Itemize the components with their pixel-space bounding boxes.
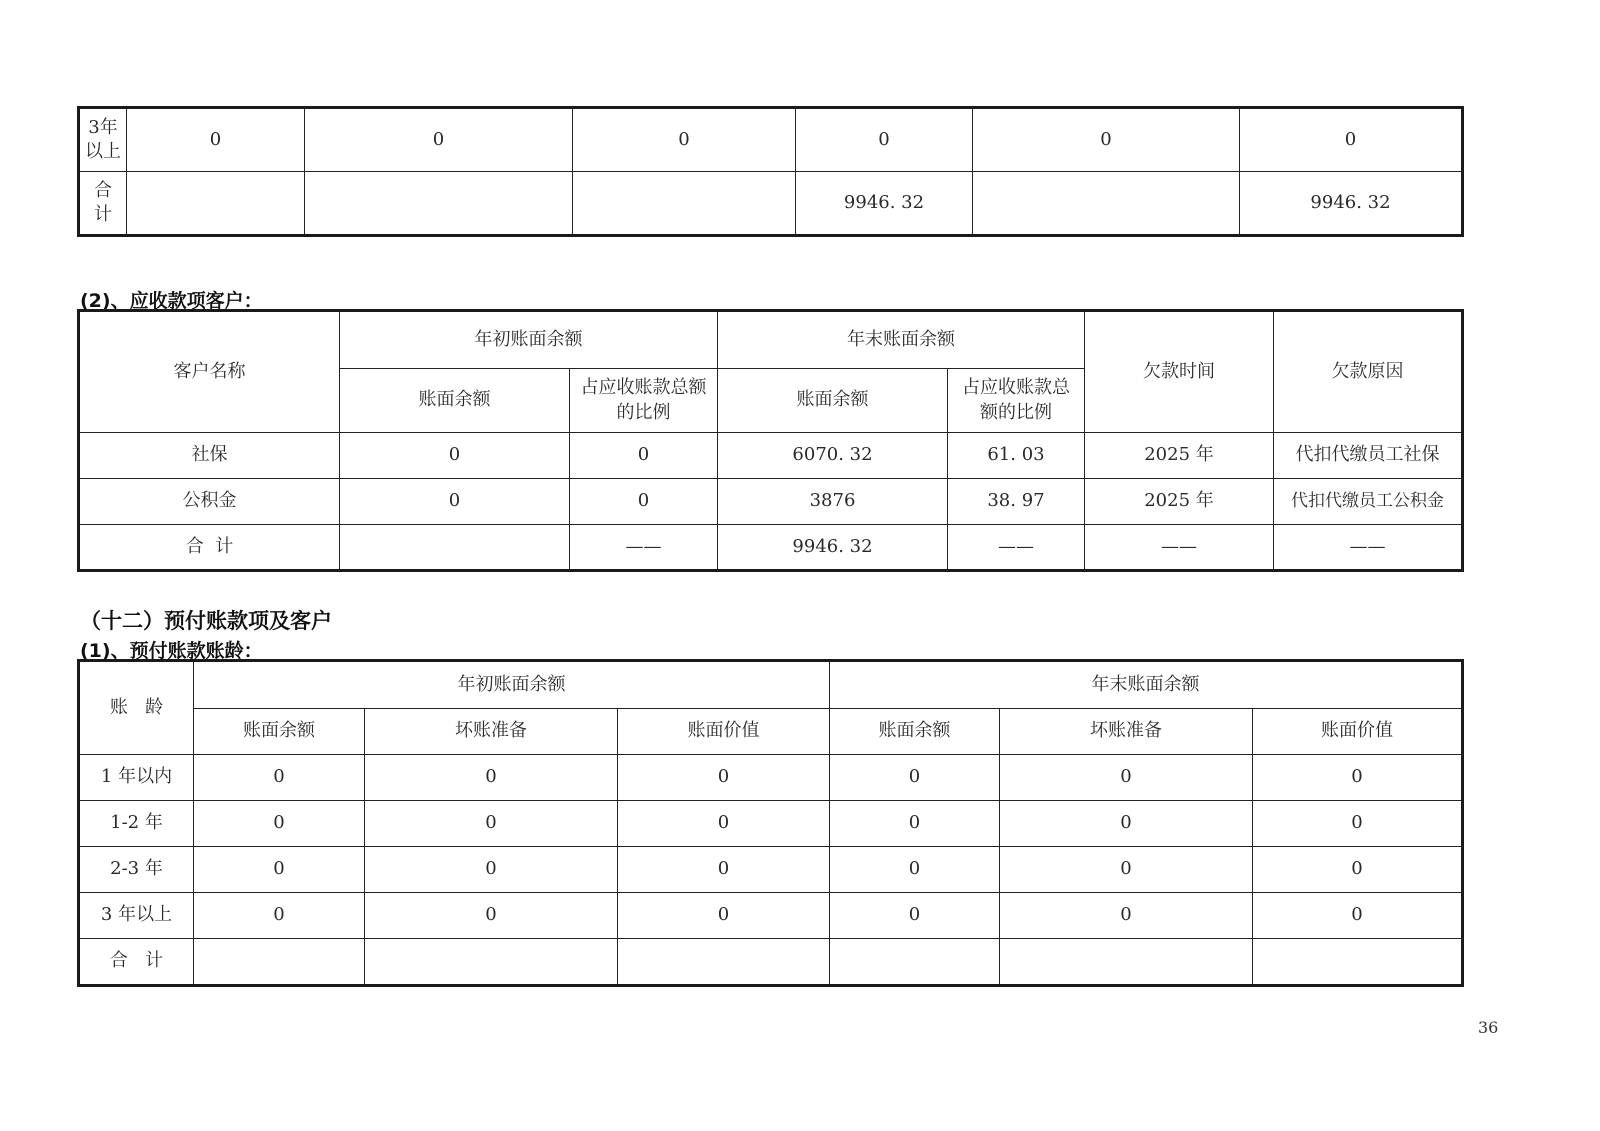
row-label: 1 年以内 — [79, 755, 194, 801]
col-header-begin-balance: 年初账面余额 — [194, 661, 830, 709]
table-cell: 0 — [305, 108, 573, 172]
row-label-line1: 3年 — [88, 116, 118, 138]
col-header-book-balance: 账面余额 — [718, 369, 948, 433]
row-label: 3 年以上 — [79, 893, 194, 939]
row-label-line2: 计 — [94, 204, 112, 225]
table-cell: 0 — [194, 847, 365, 893]
table-cell: 61. 03 — [948, 433, 1085, 479]
col-header-aging: 账 龄 — [79, 661, 194, 755]
table-row — [79, 893, 1463, 939]
table-cell: 0 — [1253, 801, 1463, 847]
table-row — [79, 479, 1463, 525]
table-cell — [127, 172, 305, 236]
table-cell: 0 — [830, 801, 1000, 847]
table-cell: 0 — [830, 847, 1000, 893]
table-header-row — [79, 709, 1463, 755]
col-header-end-balance: 年末账面余额 — [718, 311, 1085, 369]
table-cell: 0 — [570, 479, 718, 525]
table-cell: —— — [570, 525, 718, 571]
table-cell: —— — [1085, 525, 1274, 571]
col-header-ratio-line2: 的比例 — [616, 401, 671, 423]
col-header-bad-debt-provision: 坏账准备 — [365, 709, 618, 755]
col-header-book-value: 账面价值 — [618, 709, 830, 755]
table-cell — [973, 172, 1240, 236]
table-row — [79, 755, 1463, 801]
table-cell: 0 — [1000, 801, 1253, 847]
table-cell: 0 — [1253, 847, 1463, 893]
row-label — [79, 172, 127, 236]
customer-name-cell: 社保 — [79, 433, 340, 479]
col-header-overdue-time: 欠款时间 — [1085, 311, 1274, 433]
col-header-book-value: 账面价值 — [1253, 709, 1463, 755]
col-header-ratio-line1: 占应收账款总 — [962, 377, 1070, 399]
table-cell: 0 — [570, 433, 718, 479]
col-header-ratio — [948, 369, 1085, 433]
receivable-customers-table — [77, 309, 1464, 572]
table-cell — [340, 525, 570, 571]
table-header-row — [79, 311, 1463, 369]
col-header-book-balance: 账面余额 — [340, 369, 570, 433]
table-row — [79, 433, 1463, 479]
table-cell — [194, 939, 365, 986]
table-cell: 0 — [365, 801, 618, 847]
table-row — [79, 525, 1463, 571]
page-number: 36 — [1478, 1018, 1499, 1037]
table-cell: 0 — [573, 108, 796, 172]
section-heading-receivable-customers: (2)、应收款项客户： — [80, 290, 263, 312]
table-cell: 0 — [1240, 108, 1463, 172]
col-header-ratio — [570, 369, 718, 433]
table-cell: 0 — [830, 755, 1000, 801]
table-cell: 0 — [365, 755, 618, 801]
table-cell: 0 — [1253, 755, 1463, 801]
table-cell: 38. 97 — [948, 479, 1085, 525]
table-cell: 9946. 32 — [1240, 172, 1463, 236]
table-cell: 0 — [340, 433, 570, 479]
table-cell: 0 — [618, 847, 830, 893]
col-header-bad-debt-provision: 坏账准备 — [1000, 709, 1253, 755]
table-row — [79, 172, 1463, 236]
table-cell: 9946. 32 — [718, 525, 948, 571]
table-header-row — [79, 661, 1463, 709]
table-cell: 0 — [1000, 755, 1253, 801]
table-cell: 0 — [127, 108, 305, 172]
table-cell — [1253, 939, 1463, 986]
table-cell: 0 — [365, 893, 618, 939]
table-cell — [1000, 939, 1253, 986]
col-header-end-balance: 年末账面余额 — [830, 661, 1463, 709]
row-label: 合 计 — [79, 939, 194, 986]
row-label: 2-3 年 — [79, 847, 194, 893]
customer-name-cell: 公积金 — [79, 479, 340, 525]
row-label: 1-2 年 — [79, 801, 194, 847]
section-heading-prepaid-aging: (1)、预付账款账龄： — [80, 640, 263, 662]
col-header-ratio-line2: 额的比例 — [980, 401, 1052, 423]
table-cell: 0 — [194, 801, 365, 847]
table-cell: 0 — [796, 108, 973, 172]
table-row — [79, 847, 1463, 893]
table-row — [79, 108, 1463, 172]
table-row — [79, 939, 1463, 986]
table-cell: 2025 年 — [1085, 433, 1274, 479]
table-cell: 0 — [973, 108, 1240, 172]
table-cell: 0 — [365, 847, 618, 893]
prepaid-aging-table — [77, 659, 1464, 987]
section-heading-prepaid: （十二）预付账款项及客户 — [80, 609, 332, 633]
row-label — [79, 108, 127, 172]
col-header-book-balance: 账面余额 — [830, 709, 1000, 755]
table-cell: 6070. 32 — [718, 433, 948, 479]
customer-name-cell: 合 计 — [79, 525, 340, 571]
table-cell: 0 — [618, 893, 830, 939]
table-cell: 2025 年 — [1085, 479, 1274, 525]
table-cell: 0 — [1000, 893, 1253, 939]
table-cell: 0 — [618, 755, 830, 801]
table-cell: 0 — [830, 893, 1000, 939]
table-cell: 9946. 32 — [796, 172, 973, 236]
table-cell — [618, 939, 830, 986]
table-cell: —— — [1274, 525, 1463, 571]
col-header-ratio-line1: 占应收账款总额 — [580, 377, 707, 399]
table-cell — [573, 172, 796, 236]
row-label-line2: 以上 — [85, 141, 121, 162]
aging-table-continuation — [77, 106, 1464, 237]
table-cell: 代扣代缴员工社保 — [1274, 433, 1463, 479]
row-label-line1: 合 — [94, 179, 112, 201]
table-cell: 0 — [194, 893, 365, 939]
col-header-begin-balance: 年初账面余额 — [340, 311, 718, 369]
col-header-customer-name: 客户名称 — [79, 311, 340, 433]
table-cell — [305, 172, 573, 236]
table-cell: 代扣代缴员工公积金 — [1274, 479, 1463, 525]
col-header-overdue-reason: 欠款原因 — [1274, 311, 1463, 433]
table-cell — [365, 939, 618, 986]
table-cell: —— — [948, 525, 1085, 571]
table-cell: 0 — [1000, 847, 1253, 893]
table-cell: 0 — [340, 479, 570, 525]
table-cell: 0 — [194, 755, 365, 801]
table-row — [79, 801, 1463, 847]
table-cell: 0 — [618, 801, 830, 847]
table-cell: 0 — [1253, 893, 1463, 939]
table-cell: 3876 — [718, 479, 948, 525]
table-cell — [830, 939, 1000, 986]
col-header-book-balance: 账面余额 — [194, 709, 365, 755]
